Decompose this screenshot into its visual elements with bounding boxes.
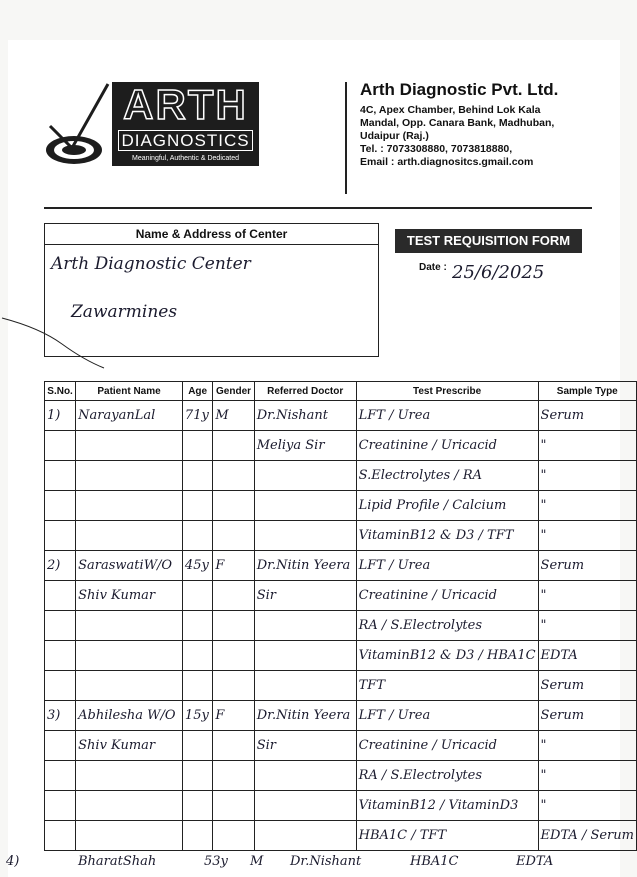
referred-doctor-cell: Sir bbox=[254, 731, 356, 761]
test-prescribe-cell: VitaminB12 & D3 / HBA1C bbox=[356, 641, 538, 671]
logo-subtitle: DIAGNOSTICS bbox=[118, 130, 253, 151]
sample-type-cell: " bbox=[538, 431, 636, 461]
logo-wordmark: ARTH bbox=[123, 81, 248, 128]
serial-cell bbox=[45, 641, 76, 671]
logo-tagline: Meaningful, Authentic & Dedicated bbox=[131, 155, 239, 162]
patient-name-cell bbox=[76, 491, 183, 521]
patient-name-cell bbox=[76, 641, 183, 671]
age-cell bbox=[182, 641, 212, 671]
sample-type-cell: " bbox=[538, 581, 636, 611]
table-row bbox=[45, 611, 637, 641]
age-cell bbox=[182, 791, 212, 821]
sample-type-cell: Serum bbox=[538, 401, 636, 431]
table-header-row bbox=[45, 382, 637, 401]
table-row bbox=[45, 731, 637, 761]
age-cell bbox=[182, 761, 212, 791]
patient-name-cell: Abhilesha W/O bbox=[76, 701, 183, 731]
test-prescribe-cell: RA / S.Electrolytes bbox=[356, 611, 538, 641]
target-check-icon bbox=[44, 82, 116, 168]
table-row bbox=[45, 761, 637, 791]
test-prescribe-cell: Creatinine / Uricacid bbox=[356, 431, 538, 461]
age-cell: 53y bbox=[204, 854, 228, 869]
table-row bbox=[45, 491, 637, 521]
referred-doctor-cell bbox=[254, 461, 356, 491]
gender-cell bbox=[213, 461, 254, 491]
sample-type-cell: " bbox=[538, 461, 636, 491]
test-prescribe-cell: Creatinine / Uricacid bbox=[356, 581, 538, 611]
referred-doctor-cell: Dr.Nitin Yeera bbox=[254, 701, 356, 731]
address-line: Mandal, Opp. Canara Bank, Madhuban, bbox=[360, 117, 555, 129]
table-row bbox=[45, 521, 637, 551]
gender-cell: M bbox=[250, 854, 264, 869]
header-divider bbox=[345, 82, 347, 194]
test-prescribe-cell: TFT bbox=[356, 671, 538, 701]
gender-cell bbox=[213, 431, 254, 461]
gender-cell: M bbox=[213, 401, 254, 431]
patient-name-cell bbox=[76, 821, 183, 851]
age-cell bbox=[182, 521, 212, 551]
serial-cell bbox=[45, 731, 76, 761]
phone-line: Tel. : 7073308880, 7073818880, bbox=[360, 143, 513, 155]
patient-name-cell bbox=[76, 791, 183, 821]
form-title: TEST REQUISITION FORM bbox=[395, 229, 582, 253]
serial-cell: 4) bbox=[6, 854, 20, 869]
address-line: 4C, Apex Chamber, Behind Lok Kala bbox=[360, 104, 541, 116]
patient-name-cell bbox=[76, 521, 183, 551]
table-row bbox=[45, 581, 637, 611]
sample-type-cell: " bbox=[538, 611, 636, 641]
sample-type-cell: Serum bbox=[538, 551, 636, 581]
sample-type-cell: Serum bbox=[538, 671, 636, 701]
age-cell bbox=[182, 491, 212, 521]
referred-doctor-cell: Meliya Sir bbox=[254, 431, 356, 461]
patient-name-cell: BharatShah bbox=[78, 854, 157, 869]
sample-type-cell: " bbox=[538, 521, 636, 551]
sample-type-cell: " bbox=[538, 731, 636, 761]
patient-name-cell: Shiv Kumar bbox=[76, 731, 183, 761]
age-cell bbox=[182, 611, 212, 641]
patient-name-cell: NarayanLal bbox=[76, 401, 183, 431]
gender-cell bbox=[213, 491, 254, 521]
gender-cell bbox=[213, 821, 254, 851]
sample-type-cell: EDTA bbox=[516, 854, 554, 869]
patient-name-cell: SaraswatiW/O bbox=[76, 551, 183, 581]
referred-doctor-cell: Dr.Nishant bbox=[290, 854, 362, 869]
email-line: Email : arth.diagnositcs.gmail.com bbox=[360, 156, 534, 168]
table-row-partial bbox=[0, 852, 637, 877]
table-row bbox=[45, 461, 637, 491]
sample-type-cell: Serum bbox=[538, 701, 636, 731]
date-label: Date : bbox=[419, 262, 447, 273]
referred-doctor-cell bbox=[254, 671, 356, 701]
patient-name-cell bbox=[76, 761, 183, 791]
table-row bbox=[45, 401, 637, 431]
age-cell bbox=[182, 821, 212, 851]
serial-cell bbox=[45, 491, 76, 521]
age-cell bbox=[182, 671, 212, 701]
age-cell bbox=[182, 731, 212, 761]
test-prescribe-cell: RA / S.Electrolytes bbox=[356, 761, 538, 791]
table-row bbox=[45, 701, 637, 731]
address-line: Udaipur (Raj.) bbox=[360, 130, 429, 142]
test-prescribe-cell: LFT / Urea bbox=[356, 401, 538, 431]
test-prescribe-cell: VitaminB12 / VitaminD3 bbox=[356, 791, 538, 821]
referred-doctor-cell bbox=[254, 641, 356, 671]
referred-doctor-cell bbox=[254, 491, 356, 521]
referred-doctor-cell bbox=[254, 521, 356, 551]
center-box-title: Name & Address of Center bbox=[45, 224, 378, 245]
age-cell bbox=[182, 581, 212, 611]
table-row bbox=[45, 431, 637, 461]
test-prescribe-cell: VitaminB12 & D3 / TFT bbox=[356, 521, 538, 551]
serial-cell: 2) bbox=[45, 551, 76, 581]
test-prescribe-cell: LFT / Urea bbox=[356, 701, 538, 731]
serial-cell: 3) bbox=[45, 701, 76, 731]
test-prescribe-cell: HBA1C bbox=[410, 854, 459, 869]
test-prescribe-cell: S.Electrolytes / RA bbox=[356, 461, 538, 491]
pen-stroke bbox=[0, 300, 110, 380]
sample-type-cell: EDTA bbox=[538, 641, 636, 671]
header-rule bbox=[44, 207, 592, 209]
referred-doctor-cell bbox=[254, 791, 356, 821]
table-row bbox=[45, 821, 637, 851]
patient-name-cell bbox=[76, 611, 183, 641]
patient-name-cell bbox=[76, 431, 183, 461]
referred-doctor-cell: Dr.Nitin Yeera bbox=[254, 551, 356, 581]
age-cell: 15y bbox=[182, 701, 212, 731]
test-prescribe-cell: Lipid Profile / Calcium bbox=[356, 491, 538, 521]
serial-cell bbox=[45, 761, 76, 791]
referred-doctor-cell: Sir bbox=[254, 581, 356, 611]
serial-cell: 1) bbox=[45, 401, 76, 431]
serial-cell bbox=[45, 521, 76, 551]
sample-type-cell: EDTA / Serum bbox=[538, 821, 636, 851]
gender-cell bbox=[213, 791, 254, 821]
age-cell bbox=[182, 461, 212, 491]
company-name: Arth Diagnostic Pvt. Ltd. bbox=[360, 80, 559, 99]
serial-cell bbox=[45, 821, 76, 851]
sample-type-cell: " bbox=[538, 491, 636, 521]
col-header: Gender bbox=[213, 382, 254, 401]
sample-type-cell: " bbox=[538, 761, 636, 791]
serial-cell bbox=[45, 611, 76, 641]
gender-cell: F bbox=[213, 701, 254, 731]
company-info bbox=[360, 80, 600, 169]
patient-name-cell bbox=[76, 671, 183, 701]
serial-cell bbox=[45, 671, 76, 701]
col-header: Sample Type bbox=[538, 382, 636, 401]
center-name: Arth Diagnostic Center bbox=[51, 254, 251, 274]
age-cell: 71y bbox=[182, 401, 212, 431]
age-cell: 45y bbox=[182, 551, 212, 581]
col-header: Referred Doctor bbox=[254, 382, 356, 401]
table-row bbox=[45, 551, 637, 581]
col-header: Patient Name bbox=[76, 382, 183, 401]
company-logo bbox=[44, 82, 259, 168]
referred-doctor-cell bbox=[254, 611, 356, 641]
serial-cell bbox=[45, 431, 76, 461]
serial-cell bbox=[45, 791, 76, 821]
gender-cell bbox=[213, 641, 254, 671]
table-row bbox=[45, 791, 637, 821]
table-row bbox=[45, 671, 637, 701]
referred-doctor-cell: Dr.Nishant bbox=[254, 401, 356, 431]
test-prescribe-cell: LFT / Urea bbox=[356, 551, 538, 581]
referred-doctor-cell bbox=[254, 761, 356, 791]
referred-doctor-cell bbox=[254, 821, 356, 851]
gender-cell bbox=[213, 581, 254, 611]
sample-type-cell: " bbox=[538, 791, 636, 821]
requisition-table bbox=[44, 381, 637, 851]
center-address: Zawarmines bbox=[71, 302, 178, 322]
patient-name-cell bbox=[76, 461, 183, 491]
col-header: Age bbox=[182, 382, 212, 401]
date-value: 25/6/2025 bbox=[452, 262, 545, 283]
serial-cell bbox=[45, 461, 76, 491]
col-header: Test Prescribe bbox=[356, 382, 538, 401]
col-header: S.No. bbox=[45, 382, 76, 401]
gender-cell bbox=[213, 611, 254, 641]
patient-name-cell: Shiv Kumar bbox=[76, 581, 183, 611]
gender-cell: F bbox=[213, 551, 254, 581]
logo-box bbox=[112, 82, 259, 166]
test-prescribe-cell: HBA1C / TFT bbox=[356, 821, 538, 851]
serial-cell bbox=[45, 581, 76, 611]
gender-cell bbox=[213, 671, 254, 701]
gender-cell bbox=[213, 761, 254, 791]
test-prescribe-cell: Creatinine / Uricacid bbox=[356, 731, 538, 761]
gender-cell bbox=[213, 521, 254, 551]
age-cell bbox=[182, 431, 212, 461]
table-row bbox=[45, 641, 637, 671]
gender-cell bbox=[213, 731, 254, 761]
